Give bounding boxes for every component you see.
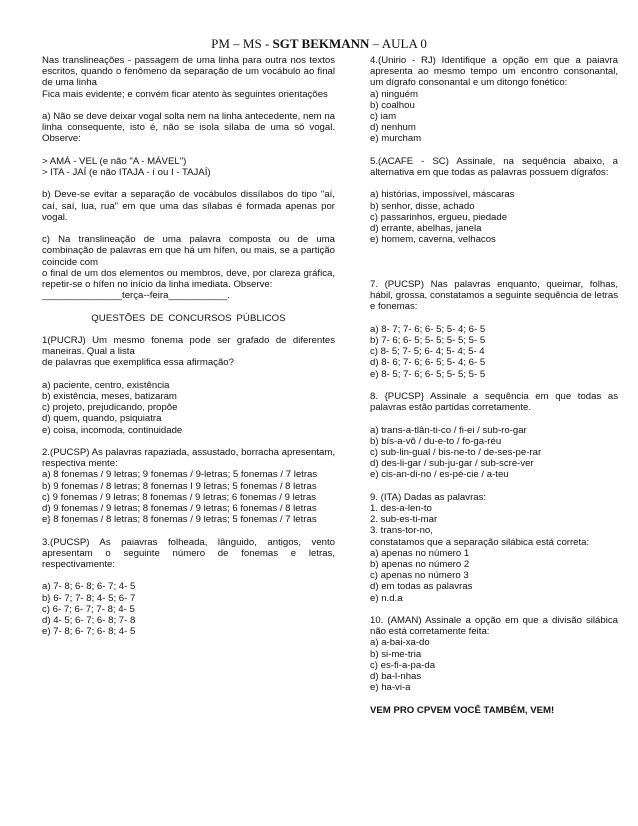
rule-c: o final de um dos elementos ou membros, deve, por clareza gráfica, repetir-se o hífen no início da linha imediata. Observe: (42, 267, 335, 290)
question-9-word: 3. trans-tor-no, (370, 525, 433, 537)
example-line: > ITA - JAÍ (e não ITAJA - í ou I - TAJAÍ) (42, 167, 211, 178)
question-3-stem: 3.(PUCSP) As paiavras folheada, lânguido, antigos, vento apresentam o seguinte número de fonemas e letras, respectivamente: (42, 536, 335, 570)
question-7-option: d) 8- 6; 7- 6; 6- 5; 5- 4; 6- 5 (370, 357, 486, 369)
header-prefix: PM – MS - (211, 36, 273, 51)
question-8-option: c) sub-lin-gual / bis-ne-to / de-ses-pe-rar (370, 447, 542, 458)
question-5-option: e) homem, caverna, velhacos (370, 234, 496, 246)
question-2-stem: 2.(PUCSP) As palavras rapaziada, assustado, borracha apresentam, respectiva mente: (42, 446, 335, 470)
question-8-stem: 8. {PUCSP} Assinale a sequência em que todas as palavras estão partidas corretamente. (370, 391, 618, 414)
question-1-option: d) quem, quando, psiquiatra (42, 413, 162, 425)
question-2-option: d) 9 fonemas / 9 letras; 8 fonemas / 9 letras; 6 fonemas / 8 letras (42, 503, 317, 514)
section-title: QUESTÕES DE CONCURSOS PÚBLICOS (91, 312, 286, 324)
rule-a: a) Não se deve deixar vogal solta nem na linha antecedente, nem na linha consequente, isto é, não se isola sílaba de uma só vogal. Observe: (42, 111, 335, 145)
question-5-option: d) errante, abelhas, janela (370, 223, 482, 235)
question-9-stem-continued: constatamos que a separação silábica está correta: (370, 536, 590, 548)
question-7-option: c) 8- 5; 7- 5; 6- 4; 5- 4; 5- 4 (370, 346, 485, 358)
question-10-option: d) ba-l-nhas (370, 671, 422, 683)
question-4-option: e) murcham (370, 133, 422, 145)
question-1-stem: de palavras que exemplifica essa afirmação? (42, 357, 234, 369)
question-10-option: a) a-bai-xa-do (370, 637, 430, 649)
left-column (42, 55, 335, 637)
question-4-option: c) iam (370, 111, 397, 123)
question-3-option: d) 4- 5; 6- 7; 6- 8; 7- 8 (42, 615, 136, 626)
question-8-option: a) trans-a-tlân-ti-co / fi-ei / sub-ro-gar (370, 424, 527, 436)
question-7-option: a) 8- 7; 7- 6; 6- 5; 5- 4; 6- 5 (370, 323, 486, 335)
question-9-word: 2. sub-es-ti-mar (370, 514, 438, 526)
intro-paragraph: Nas translineações - passagem de uma linha para outra nos textos escritos, quando o fenômeno da separação de um vocábulo ao final de uma linha (42, 55, 335, 89)
question-3-option: e) 7- 8; 6- 7; 6- 8; 4- 5 (42, 626, 136, 638)
question-3-option: a) 7- 8; 6- 8; 6- 7; 4- 5 (42, 581, 136, 593)
question-10-option: c) es-fi-a-pa-da (370, 659, 436, 671)
question-4-stem: 4.(Unirio - RJ) Identifique a opção em que a paiavra apresenta ao mesmo tempo um encontro consonantal, um dígrafo consonantal e um ditongo fonético: (370, 55, 618, 89)
question-7-option: e) 8- 5; 7- 6; 6- 5; 5- 5; 5- 5 (370, 368, 486, 380)
question-1-option: b) existência, meses, batizaram (42, 390, 177, 402)
header-author: SGT BEKMANN (272, 36, 370, 51)
question-10-option: e) ha-vi-a (370, 682, 411, 694)
question-1-option: c) projeto, prejudicando, propõe (42, 402, 178, 414)
question-8-option: b) bís-a-vô / du-e-to / fo-ga-réu (370, 435, 502, 447)
question-9-word: 1. des-a-len-to (370, 503, 432, 514)
rule-c: c) Na translineação de uma palavra composta ou de uma combinação de palavras em que há um hífen, ou mais, se a partição coincide com (42, 234, 335, 268)
example-line: > AMÁ - VEL (e não "A - MÁVEL") (42, 155, 187, 167)
question-9-stem: 9. (ITA) Dadas as palavras: (370, 491, 487, 503)
question-8-option: d) des-li-gar / sub-ju-gar / sub-scre-ver (370, 458, 534, 470)
question-4-option: b) coalhou (370, 99, 415, 111)
question-3-option: b} 6- 7; 7- 8; 4- 5; 6- 7 (42, 592, 136, 604)
question-7-stem: 7. (PUCSP) Nas palavras enquanto, queimar, folhas, hábil, grossa, constatamos a seguinte sequência de letras e fonemas: (370, 279, 618, 313)
question-5-option: c) passarinhos, ergueu, piedade (370, 211, 508, 223)
question-8-option: e) cis-an-di-no / es-pé-cie / a-teu (370, 469, 509, 481)
question-2-option: a) 8 fonemas / 9 letras; 9 fonemas / 9-letras; 5 fonemas / 7 letras (42, 469, 318, 481)
right-column (370, 55, 618, 716)
question-10-option: b) si-me-tria (370, 648, 422, 660)
rule-b: b) Deve-se evitar a separação de vocábulos dissílabos do tipo "aí, caí, saí, lua, rua" em que uma das sílabas é formada apenas por vogal. (42, 189, 335, 223)
intro-paragraph: Fica mais evidente; e convém ficar atento às seguintes orientações (42, 88, 328, 100)
header-suffix: – AULA 0 (369, 36, 427, 51)
question-10-stem: 10. (AMAN) Assinale a opção em que a divisão silábica não está corretamente feita: (370, 615, 618, 638)
question-7-option: b) 7- 6; 6- 5; 5- 5; 5- 5; 5- 5 (370, 335, 486, 346)
question-9-option: c) apenas no número 3 (370, 570, 469, 582)
rule-c-example: _______________terça--feira___________. (42, 290, 230, 302)
closing-slogan: VEM PRO CPVEM VOCÊ TAMBÉM, VEM! (370, 704, 555, 716)
question-1-option: a) paciente, centro, existência (42, 379, 170, 391)
page-header (0, 37, 638, 51)
question-5-stem: 5.(ACAFE - SC) Assinale, na sequência abaixo, a alternativa em que todas as palavras possuem dígrafos: (370, 155, 618, 179)
question-4-option: a) ninguém (370, 88, 418, 100)
question-9-option: d) em todas as palavras (370, 581, 473, 593)
question-3-option: c) 6- 7; 6- 7; 7- 8; 4- 5 (42, 603, 135, 615)
question-4-option: d) nenhum (370, 122, 416, 134)
question-9-option: a) apenas no número 1 (370, 547, 470, 559)
question-9-option: b) apenas no número 2 (370, 559, 470, 571)
question-5-option: a) histórias, impossível, máscaras (370, 189, 515, 201)
question-1-option: e) coisa, incomoda, continuidade (42, 424, 183, 436)
question-2-option: e} 8 fonemas / 8 letras; 8 fonemas / 9 letras; 5 fonemas / 7 letras (42, 514, 317, 526)
question-1-stem: 1(PUCRJ) Um mesmo fonema pode ser grafado de diferentes maneiras. Qual a lista (42, 334, 335, 358)
question-9-option: e) n.d.a (370, 592, 403, 604)
question-2-option: c) 9 fonemas / 9 letras; 8 fonemas / 9 letras; 6 fonemas / 9 letras (42, 491, 317, 503)
question-2-option: b) 9 fonemas / 8 letras; 8 fonemas I 9 letras; 5 fonemas / 8 letras (42, 480, 317, 492)
question-5-option: b) senhor, disse, achado (370, 200, 475, 212)
